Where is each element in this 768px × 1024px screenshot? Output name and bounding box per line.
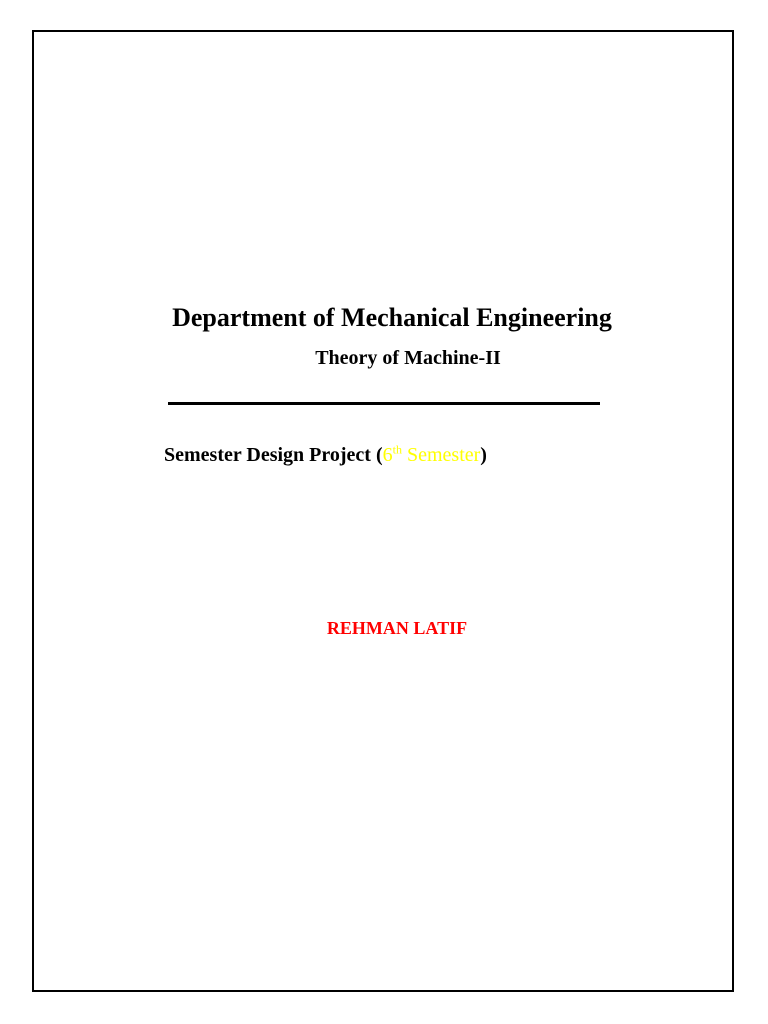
horizontal-divider xyxy=(168,402,600,405)
department-title: Department of Mechanical Engineering xyxy=(172,303,612,332)
open-paren: ( xyxy=(370,444,383,466)
semester-word: Semester xyxy=(401,444,481,466)
author-name: REHMAN LATIF xyxy=(326,618,468,638)
semester-number: 6 xyxy=(382,444,393,466)
project-label: Semester Design Project xyxy=(164,444,371,466)
semester-text xyxy=(383,444,481,466)
close-paren: ) xyxy=(480,444,487,466)
page-border xyxy=(32,30,734,992)
course-title: Theory of Machine-II xyxy=(315,347,501,369)
semester-suffix: th xyxy=(392,442,402,457)
project-line xyxy=(164,441,487,469)
